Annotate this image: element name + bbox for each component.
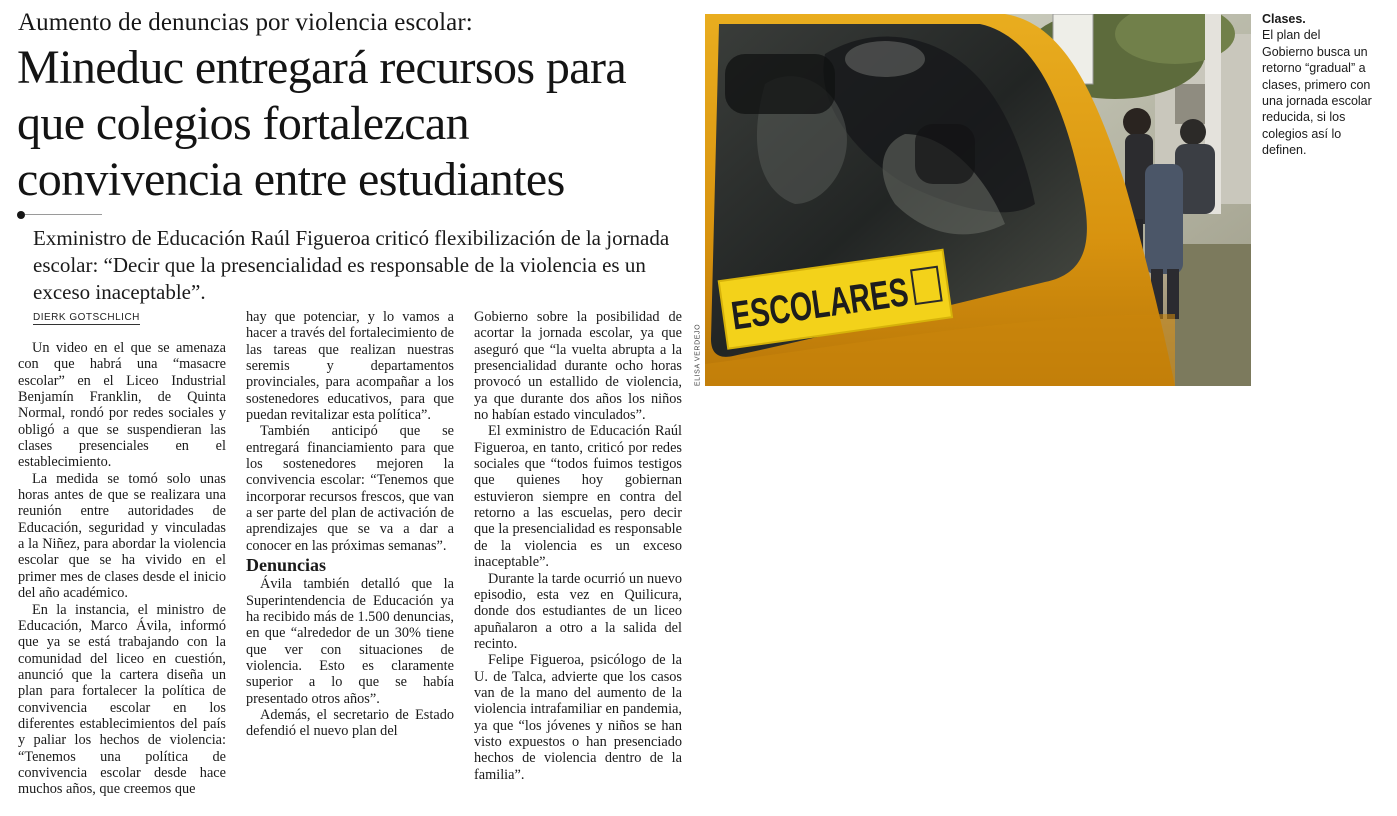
paragraph: Además, el secretario de Estado defendió el nuevo plan del [246,706,454,740]
caption-title: Clases. [1262,12,1306,26]
kicker: Aumento de denuncias por violencia escolar: [18,9,473,36]
paragraph: El exministro de Educación Raúl Figueroa, en tanto, criticó por redes sociales que “todos fuimos testigos que quienes hoy gobiernan estuvieron siempre en contra del retorno a las escuelas, pero decir que la presencialidad es responsable de la violencia es un exceso inaceptable”. [474,423,682,571]
rule-line [25,214,102,215]
rule-dot [17,211,25,219]
paragraph: Gobierno sobre la posibilidad de acortar la jornada escolar, ya que aseguró que “la vuelta abrupta a la presencialidad durante ocho horas provocó un estallido de violencia, ya que durante dos años los niños no habían estado vinculados”. [474,309,682,424]
photo-caption [1262,11,1374,159]
photo-credit [693,325,703,385]
subhead: Denuncias [246,555,327,576]
headline: Mineduc entregará recursos para que colegios fortalezcan convivencia entre estudiantes [17,41,627,206]
article-column-2 [246,309,454,740]
photo-school-van [705,14,1251,386]
paragraph: hay que potenciar, y lo vamos a hacer a través del fortalecimiento de las tareas que realizan nuestras seremis y departamentos provinciales, para acompañar a los sostenedores educativos, para que puedan revitalizar esta política”. [246,309,454,424]
paragraph: Un video en el que se amenaza con que habrá una “masacre escolar” en el Liceo Industrial Benjamín Franklin, de Quinta Normal, rondó por redes sociales y obligó a que se suspendieran las clases presenciales en el establecimiento. [18,340,226,471]
article-column-3 [474,309,682,783]
paragraph: En la instancia, el ministro de Educación, Marco Ávila, informó que ya se está trabajando con la comunidad del liceo en cuestión, anunció que la cartera diseña un plan para fortalecer la política de convivencia escolar en los diferentes establecimientos del país y paliar los hechos de violencia: “Tenemos una política de convivencia escolar desde hace muchos años, que creemos que [18,601,226,798]
paragraph: La medida se tomó solo unas horas antes de que se realizara una reunión entre autoridades de Educación, seguridad y vinculadas a la Niñez, para abordar la violencia escolar que se ha vivido en el primer mes de clases desde el inicio del año académico. [18,470,226,602]
paragraph: Ávila también detalló que la Superintendencia de Educación ya ha recibido más de 1.500 denuncias, en que “alrededor de un 30% tiene que ver con situaciones de violencia. Esto es claramente superior a lo que se había presentado otros años”. [246,576,454,707]
sign-escolares: ESCOLARES [728,260,982,339]
deck: Exministro de Educación Raúl Figueroa criticó flexibilización de la jornada escolar: “Decir que la presencialidad es responsable de la violencia es un exceso inaceptable”. [33,226,670,304]
article-column-1 [18,340,226,798]
byline: DIERK GOTSCHLICH [33,312,140,323]
paragraph: También anticipó que se entregará financiamiento para que los sostenedores mejoren la convivencia escolar: “Tenemos que incorporar recursos frescos, que van a ser parte del plan de activación de aprendizajes que se va a dar a conocer en las próximas semanas”. [246,423,454,554]
paragraph: Durante la tarde ocurrió un nuevo episodio, esta vez en Quilicura, donde dos estudiantes de un liceo apuñalaron a otro a la salida del recinto. [474,570,682,652]
caption-body: El plan del Gobierno busca un retorno “gradual” a clases, primero con una jornada escolar reducida, si los colegios así lo definen. [1262,28,1372,158]
photo-credit-text: ELISA VERDEJO [694,323,702,387]
paragraph: Felipe Figueroa, psicólogo de la U. de Talca, advierte que los casos van de la mano del aumento de la violencia intrafamiliar en pandemia, ya que “los jóvenes y niños se han visto expuestos o han presenciado hechos de violencia dentro de la familia”. [474,652,682,783]
